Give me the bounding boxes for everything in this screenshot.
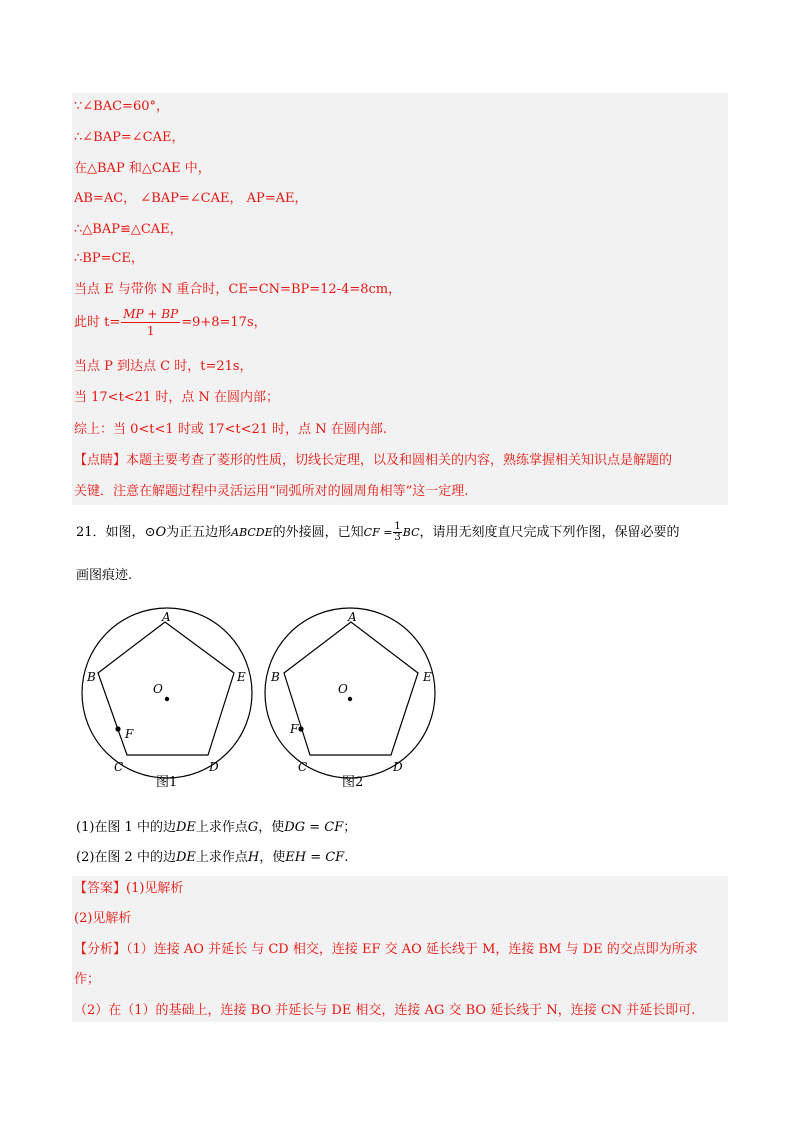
solution-line: 当点 E 与带你 N 重合时，CE=CN=BP=12-4=8cm， <box>74 282 402 297</box>
solution-line: ∴∠BAP=∠CAE， <box>74 130 185 145</box>
label-a-2: A <box>348 610 357 624</box>
t-numerator: MP + BP <box>123 307 179 321</box>
side-name: DE <box>175 850 196 865</box>
label-d-1: D <box>209 760 219 774</box>
side-name: DE <box>175 820 196 835</box>
analysis-line-1b: 作； <box>74 972 101 987</box>
question-text: 为正五边形 <box>166 525 232 540</box>
point-f-2 <box>298 726 303 731</box>
label-f-2: F <box>290 722 299 736</box>
given-rhs: BC <box>402 526 420 539</box>
question-text: ，请用无刻度直尺完成下列作图，保留必要的 <box>419 525 680 540</box>
center-point-2 <box>348 697 352 701</box>
question-line-2: 画图痕迹. <box>76 568 133 583</box>
label-a-1: A <box>162 610 171 624</box>
subquestion-2 <box>76 848 348 868</box>
question-text: 如图， <box>105 525 145 540</box>
question-number: 21． <box>76 525 106 540</box>
condition: DG = CF <box>284 820 344 835</box>
solution-line: 当点 P 到达点 C 时，t=21s， <box>74 359 253 374</box>
point-name: G <box>247 820 259 835</box>
figures <box>0 605 800 805</box>
solution-line: 当 17<t<21 时，点 N 在圆内部； <box>74 390 279 405</box>
answer-line-2: (2)见解析 <box>74 911 132 926</box>
solution-line: ∴BP=CE， <box>74 251 144 266</box>
caption-1: 图1 <box>156 775 178 790</box>
center-point-1 <box>165 697 169 701</box>
pentagon-2 <box>284 622 418 755</box>
circle-symbol: ⊙O <box>144 525 167 540</box>
analysis-line <box>74 940 698 960</box>
figure-2 <box>265 608 435 790</box>
pentagon-1 <box>98 622 234 755</box>
t-prefix: 此时 t= <box>74 315 121 330</box>
comment-text: 本题主要考查了菱形的性质，切线长定理，以及和圆相关的内容，熟练掌握相关知识点是解题的 <box>126 453 673 468</box>
point-name: H <box>247 850 260 865</box>
given-fraction <box>393 522 401 543</box>
figure-1 <box>82 608 252 790</box>
label-c-1: C <box>114 760 124 774</box>
label-e-2: E <box>423 670 432 684</box>
label-c-2: C <box>298 760 308 774</box>
given-lhs: CF = <box>363 526 393 539</box>
answer-tag: 【答案】 <box>74 881 127 896</box>
subquestion-text: (1)在图 1 中的边 <box>76 820 176 835</box>
subquestion-text: ； <box>343 820 357 835</box>
answer-text: (1)见解析 <box>126 881 184 896</box>
comment-line <box>74 451 672 471</box>
t-equation <box>74 306 267 339</box>
label-o-1: O <box>153 682 163 696</box>
analysis-tag: 【分析】 <box>74 942 127 957</box>
t-denominator: 1 <box>146 324 155 338</box>
answer-line <box>74 879 183 899</box>
analysis-text: （1）连接 AO 并延长 与 CD 相交，连接 EF 交 AO 延长线于 M，连接 BM 与 DE 的交点即为所求 <box>126 942 698 957</box>
subquestion-1 <box>76 818 356 838</box>
analysis-line-2: （2）在（1）的基础上，连接 BO 并延长与 DE 相交，连接 AG 交 BO 延长线于 N，连接 CN 并延长即可. <box>74 1003 696 1018</box>
point-f-1 <box>115 726 120 731</box>
subquestion-text: ，使 <box>258 820 285 835</box>
solution-line: AB=AC， ∠BAP=∠CAE， AP=AE， <box>74 191 308 206</box>
condition: EH = CF <box>285 850 345 865</box>
subquestion-text: 上求作点 <box>195 850 248 865</box>
t-fraction <box>121 306 180 339</box>
solution-line: 综上：当 0<t<1 时或 17<t<21 时，点 N 在圆内部. <box>74 422 387 437</box>
comment-line-2: 关键．注意在解题过程中灵活运用“同弧所对的圆周角相等”这一定理. <box>74 484 469 499</box>
label-o-2: O <box>338 682 348 696</box>
question-text: 的外接圆，已知 <box>272 525 364 540</box>
subquestion-text: 上求作点 <box>195 820 248 835</box>
caption-2: 图2 <box>342 775 364 790</box>
label-b-2: B <box>271 670 280 684</box>
subquestion-text: ，使 <box>259 850 286 865</box>
given-denominator: 3 <box>394 532 401 543</box>
subquestion-text: (2)在图 2 中的边 <box>76 850 176 865</box>
given-numerator: 1 <box>394 521 401 532</box>
circumcircle-1 <box>82 608 252 778</box>
label-b-1: B <box>87 670 96 684</box>
subquestion-text: . <box>344 850 349 865</box>
t-suffix: =9+8=17s， <box>181 315 267 330</box>
label-e-1: E <box>237 670 246 684</box>
comment-tag: 【点睛】 <box>74 453 127 468</box>
label-d-2: D <box>393 760 403 774</box>
label-f-1: F <box>125 727 134 741</box>
solution-line: 在△BAP 和△CAE 中， <box>74 161 211 176</box>
pentagon-name: ABCDE <box>231 526 273 539</box>
question-line <box>76 522 680 543</box>
solution-line: ∵∠BAC=60°， <box>74 99 169 114</box>
solution-line: ∴△BAP≌△CAE， <box>74 222 183 237</box>
